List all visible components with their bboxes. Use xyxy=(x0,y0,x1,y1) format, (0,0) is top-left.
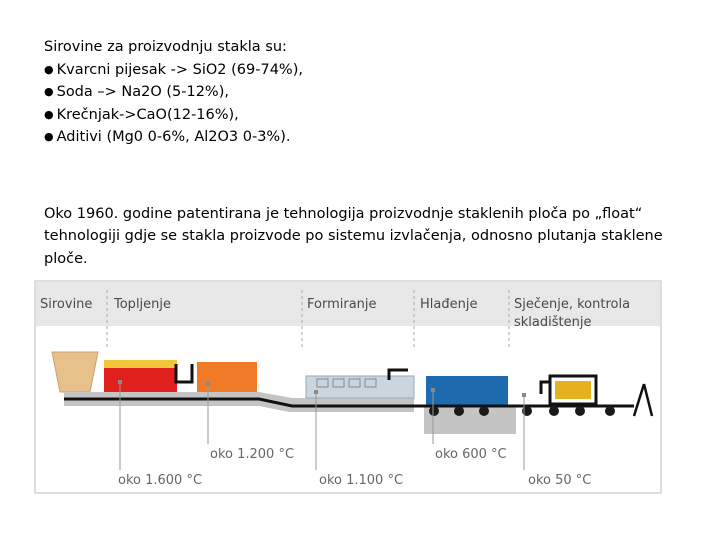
sensor-marker xyxy=(118,380,122,384)
list-item xyxy=(44,59,684,82)
cutting-station-panel xyxy=(555,381,591,399)
roller-icon xyxy=(605,406,615,416)
melting-furnace-flame xyxy=(104,360,177,368)
stage-label-forming: Formiranje xyxy=(307,297,377,312)
temperature-label-50: oko 50 °C xyxy=(528,473,592,488)
stage-label-raw-materials: Sirovine xyxy=(40,297,93,312)
float-glass-process-diagram xyxy=(34,280,664,495)
temperature-label-1200: oko 1.200 °C xyxy=(210,447,295,462)
sensor-marker xyxy=(522,393,526,397)
list-item xyxy=(44,104,684,127)
roller-icon xyxy=(549,406,559,416)
bullet-icon: ● xyxy=(44,107,54,121)
roller-icon xyxy=(575,406,585,416)
stage-label-cutting: Sječenje, kontrola xyxy=(514,297,631,312)
sensor-marker xyxy=(431,388,435,392)
roller-icon xyxy=(479,406,489,416)
temperature-label-1600: oko 1.600 °C xyxy=(118,473,203,488)
temperature-label-600: oko 600 °C xyxy=(435,447,507,462)
stage-label-cooling: Hlađenje xyxy=(420,297,478,312)
list-item xyxy=(44,126,684,149)
list-item-text: Aditivi (Mg0 0-6%, Al2O3 0-3%). xyxy=(56,129,291,145)
raw-materials-list xyxy=(44,59,684,149)
annealing-lehr xyxy=(426,376,508,406)
roller-icon xyxy=(454,406,464,416)
bullet-icon: ● xyxy=(44,85,54,98)
list-item-text: Soda –> Na2O (5-12%), xyxy=(56,84,229,100)
list-item xyxy=(44,81,684,104)
raw-materials-section xyxy=(44,36,684,149)
temperature-label-1100: oko 1.100 °C xyxy=(319,473,404,488)
stage-label-storage: skladištenje xyxy=(514,315,592,330)
raw-material-hopper xyxy=(52,352,98,392)
sensor-marker xyxy=(206,382,210,386)
list-item-text: Kvarcni pijesak -> SiO2 (69-74%), xyxy=(56,61,303,78)
bullet-icon: ● xyxy=(44,62,54,76)
list-item-text: Krečnjak->CaO(12-16%), xyxy=(56,106,239,123)
roller-icon xyxy=(429,406,439,416)
bullet-icon: ● xyxy=(44,130,54,143)
refining-section xyxy=(197,362,257,394)
raw-materials-heading: Sirovine za proizvodnju stakla su: xyxy=(44,39,287,55)
float-process-paragraph: Oko 1960. godine patentirana je tehnologija proizvodnje staklenih ploča po „float“ tehnologiji gdje se stakla proizvode po sistemu izvlačenja, odnosno plutanja staklene ploče. xyxy=(44,205,663,267)
stage-label-melting: Topljenje xyxy=(114,297,172,312)
sensor-marker xyxy=(314,390,318,394)
